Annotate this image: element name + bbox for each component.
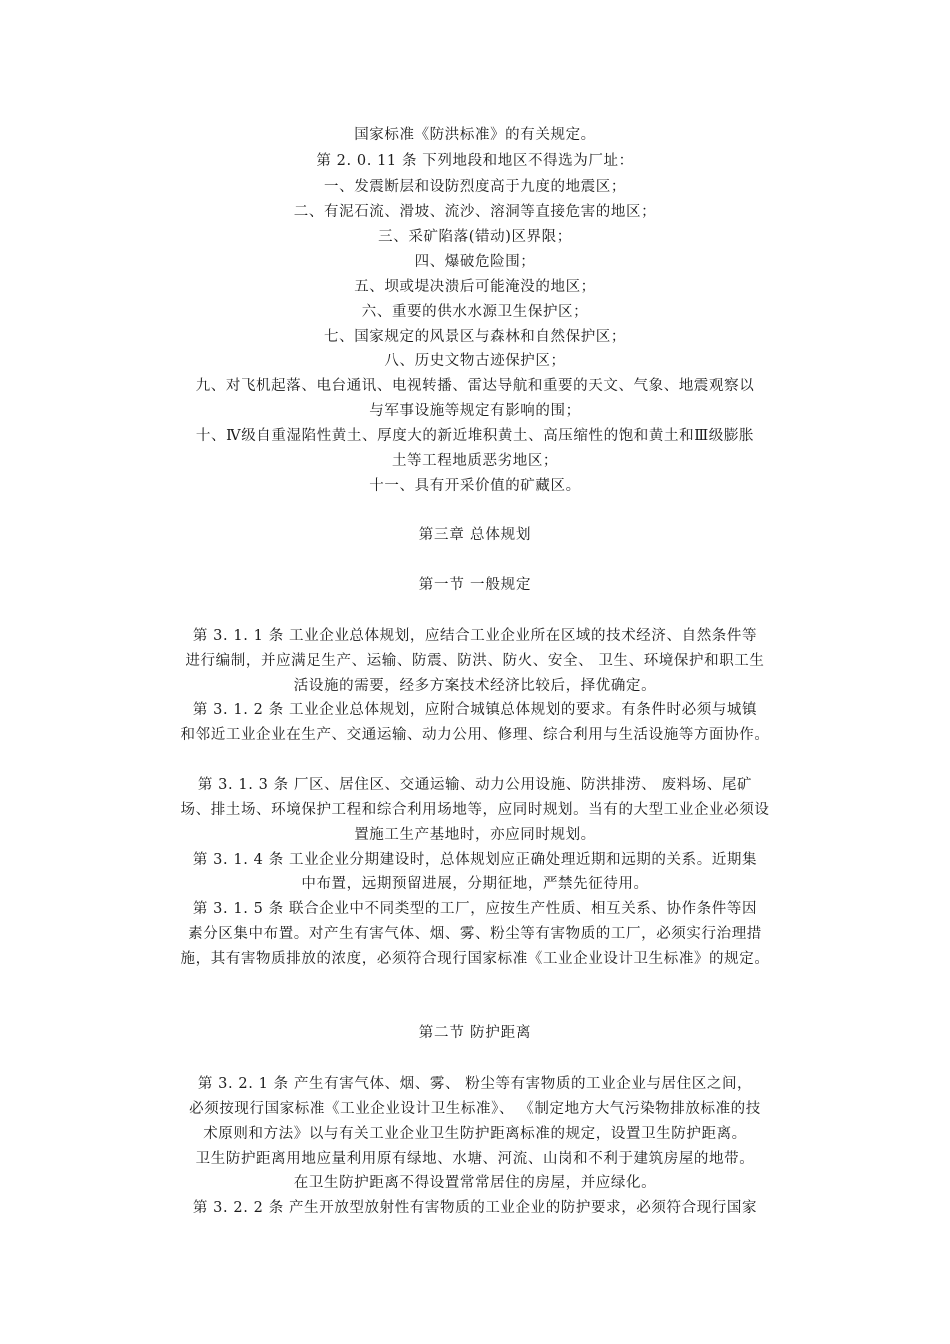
- list-item: 八、历史文物古迹保护区；: [384, 353, 566, 369]
- list-item: 十、Ⅳ级自重湿陷性黄土、厚度大的新近堆积黄土、高压缩性的饱和黄土和Ⅲ级膨胀: [195, 428, 755, 444]
- list-item: 四、爆破危险围；: [414, 254, 536, 270]
- chapter-title: 第三章 总体规划: [418, 527, 532, 543]
- list-item: 三、采矿陷落(错动)区界限；: [378, 229, 572, 245]
- clause-text: 第 3. 1. 1 条 工业企业总体规划，应结合工业企业所在区域的技术经济、自然条件等: [192, 628, 758, 644]
- clause-text: 活设施的需要，经多方案技术经济比较后，择优确定。: [293, 678, 657, 694]
- list-item: 七、国家规定的风景区与森林和自然保护区；: [324, 329, 626, 345]
- clause-text: 卫生防护距离用地应量利用原有绿地、水塘、河流、山岗和不利于建筑房屋的地带。: [195, 1151, 755, 1167]
- clause-text: 第 3. 2. 2 条 产生开放型放射性有害物质的工业企业的防护要求，必须符合现行国家: [192, 1200, 758, 1216]
- clause-text: 场、排土场、环境保护工程和综合利用场地等，应同时规划。当有的大型工业企业必须设: [180, 802, 770, 818]
- clause-text: 施，其有害物质排放的浓度，必须符合现行国家标准《工业企业设计卫生标准》的规定。: [180, 951, 770, 967]
- section-title: 第二节 防护距离: [418, 1025, 532, 1041]
- clause-text: 素分区集中布置。对产生有害气体、烟、雾、粉尘等有害物质的工厂，必须实行治理措: [188, 926, 762, 942]
- clause-text: 第 3. 2. 1 条 产生有害气体、烟、雾、 粉尘等有害物质的工业企业与居住区之间，: [197, 1076, 753, 1092]
- clause-text: 置施工生产基地时，亦应同时规划。: [354, 827, 596, 843]
- clause-text: 和邻近工业企业在生产、交通运输、动力公用、修理、综合利用与生活设施等方面协作。: [180, 727, 770, 743]
- list-item-continuation: 与军事设施等规定有影响的围；: [369, 403, 581, 419]
- clause-text: 必须按现行国家标准《工业企业设计卫生标准》、 《制定地方大气污染物排放标准的技: [189, 1101, 761, 1117]
- clause-text: 中布置，远期预留进展，分期征地，严禁先征待用。: [301, 876, 649, 892]
- list-item: 六、重要的供水水源卫生保护区；: [361, 304, 589, 320]
- section-title: 第一节 一般规定: [418, 577, 532, 593]
- list-item: 九、对飞机起落、电台通讯、电视转播、雷达导航和重要的天文、气象、地震观察以: [195, 378, 755, 394]
- text-line: 国家标准《防洪标准》的有关规定。: [354, 127, 596, 143]
- clause-text: 第 3. 1. 5 条 联合企业中不同类型的工厂，应按生产性质、相互关系、协作条件等因: [192, 901, 758, 917]
- list-item-continuation: 土等工程地质恶劣地区；: [391, 453, 559, 469]
- clause-text: 在卫生防护距离不得设置常常居住的房屋，并应绿化。: [293, 1175, 657, 1191]
- clause-text: 进行编制，并应满足生产、运输、防震、防洪、防火、安全、 卫生、环境保护和职工生: [185, 653, 765, 669]
- list-item: 一、发震断层和设防烈度高于九度的地震区；: [324, 179, 626, 195]
- clause-heading: 第 2. 0. 11 条 下列地段和地区不得选为厂址：: [316, 153, 634, 169]
- clause-text: 第 3. 1. 3 条 厂区、居住区、交通运输、动力公用设施、防洪排涝、 废料场、尾矿: [197, 777, 753, 793]
- list-item: 十一、具有开采价值的矿藏区。: [369, 478, 581, 494]
- list-item: 二、有泥石流、滑坡、流沙、溶洞等直接危害的地区；: [293, 204, 657, 220]
- clause-text: 第 3. 1. 4 条 工业企业分期建设时，总体规划应正确处理近期和远期的关系。近期集: [192, 852, 758, 868]
- clause-text: 术原则和方法》以与有关工业企业卫生防护距离标准的规定，设置卫生防护距离。: [203, 1126, 747, 1142]
- clause-text: 第 3. 1. 2 条 工业企业总体规划，应附合城镇总体规划的要求。有条件时必须与城镇: [192, 702, 758, 718]
- list-item: 五、坝或堤决溃后可能淹没的地区；: [354, 279, 596, 295]
